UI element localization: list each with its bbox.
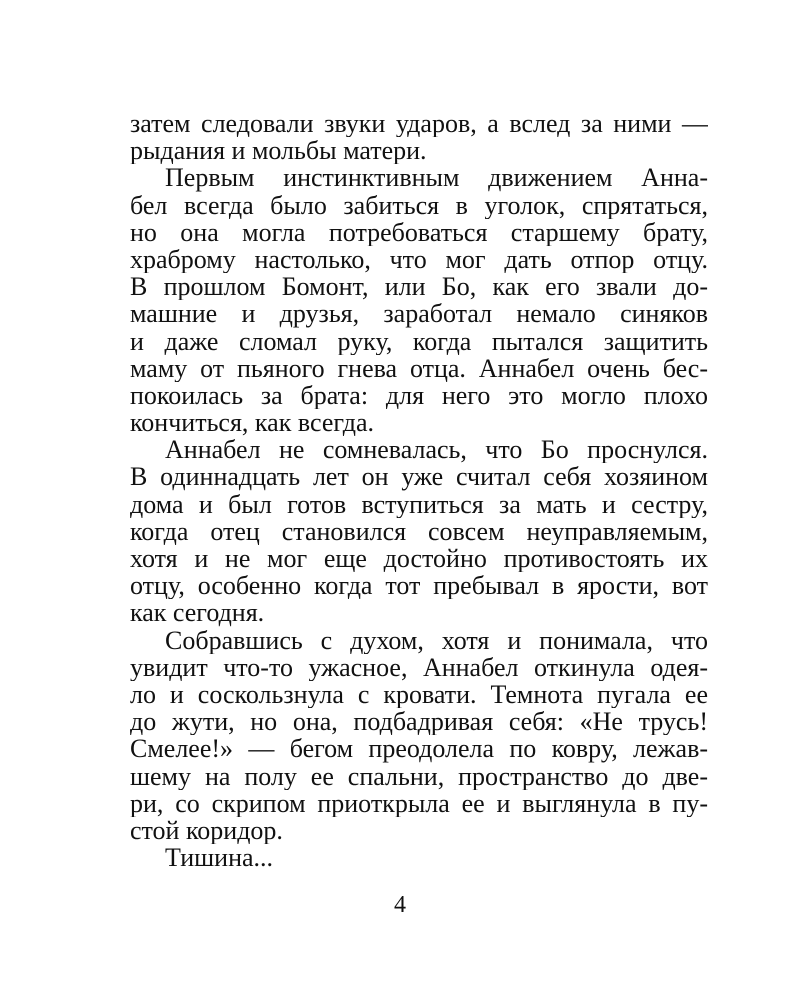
text-line: стой коридор.: [130, 816, 283, 845]
text-line: покоилась за брата: для него это могло плохо: [130, 381, 708, 410]
text-line: когда отец становился совсем неуправляемым,: [130, 517, 708, 545]
text-line: Смелее!» — бегом преодолела по ковру, лежав-: [130, 735, 708, 763]
text-line: кончиться, как всегда.: [130, 409, 375, 437]
text-line: бел всегда было забиться в уголок, спрятаться,: [130, 191, 708, 219]
text-line: до жути, но она, подбадривая себя: «Не трусь!: [130, 708, 708, 736]
text-line: Первым инстинктивным движением Анна-: [165, 164, 708, 192]
text-line: увидит что-то ужасное, Аннабел откинула одея-: [130, 653, 708, 681]
text-line: Аннабел не сомневалась, что Бо проснулся.: [165, 436, 708, 464]
text-line: шему на полу ее спальни, пространство до две-: [130, 762, 708, 790]
text-line: рыдания и мольбы матери.: [130, 137, 427, 165]
text-line: Тишина...: [165, 844, 274, 872]
text-line: хотя и не мог еще достойно противостоять их: [130, 545, 708, 573]
page-number: 4: [394, 892, 406, 918]
text-line: отцу, особенно когда тот пребывал в ярости, вот: [130, 572, 708, 600]
text-line: Собравшись с духом, хотя и понимала, что: [165, 626, 708, 654]
text-line: маму от пьяного гнева отца. Аннабел очень бес-: [130, 354, 708, 382]
text-line: и даже сломал руку, когда пытался защитить: [130, 327, 708, 355]
text-line: храброму настолько, что мог дать отпор отцу.: [130, 245, 708, 274]
text-line: как сегодня.: [130, 599, 265, 627]
text-line: затем следовали звуки ударов, а вслед за ними —: [130, 110, 708, 138]
body-text: [130, 110, 708, 871]
text-line: машние и друзья, заработал немало синяков: [130, 300, 708, 328]
text-line: В прошлом Бомонт, или Бо, как его звали до-: [130, 273, 708, 301]
text-line: дома и был готов вступиться за мать и сестру,: [130, 490, 708, 518]
text-line: ри, со скрипом приоткрыла ее и выглянула в пу-: [130, 789, 708, 817]
text-line: ло и соскользнула с кровати. Темнота пугала ее: [130, 680, 708, 709]
text-line: но она могла потребоваться старшему брату,: [130, 218, 708, 246]
text-line: В одиннадцать лет он уже считал себя хозяином: [130, 463, 708, 491]
